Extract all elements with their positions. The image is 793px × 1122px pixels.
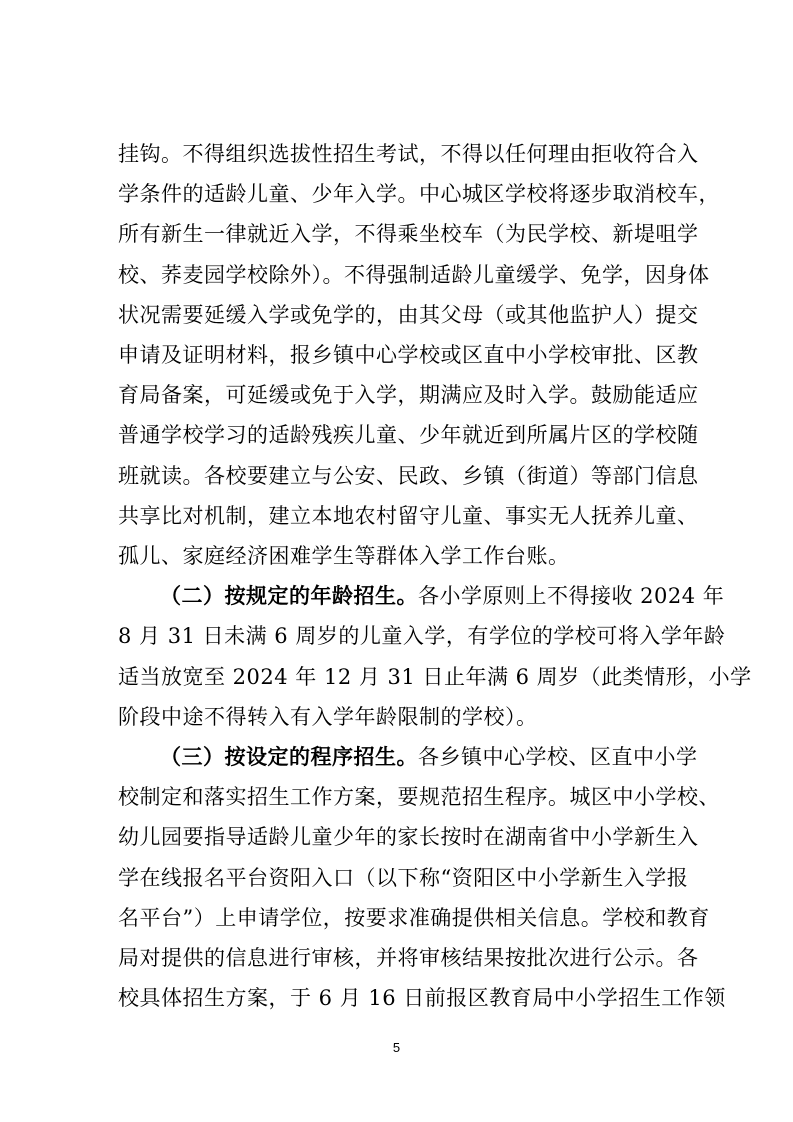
text-line: 局对提供的信息进行审核，并将审核结果按批次进行公示。各 (118, 946, 699, 970)
section-heading: （二）按规定的年龄招生。 (160, 583, 418, 609)
text-line: 状况需要延缓入学或免学的，由其父母（或其他监护人）提交 (118, 302, 699, 327)
text-line: 学在线报名平台资阳入口（以下称“资阳区中小学新生入学报 (118, 865, 689, 890)
text-line: 适当放宽至 2024 年 12 月 31 日止年满 6 周岁（此类情形，小学 (118, 664, 752, 689)
text-line: 育局备案，可延缓或免于入学，期满应及时入学。鼓励能适应 (118, 383, 699, 408)
text-line (160, 737, 698, 777)
text-span: 各小学原则上不得接收 2024 年 (418, 584, 725, 609)
text-line: 班就读。各校要建立与公安、民政、乡镇（街道）等部门信息 (118, 463, 699, 488)
text-line (160, 576, 725, 616)
text-line: 普通学校学习的适龄残疾儿童、少年就近到所属片区的学校随 (118, 423, 699, 448)
text-line: 校具体招生方案，于 6 月 16 日前报区教育局中小学招生工作领 (118, 986, 726, 1011)
text-line: 校、荞麦园学校除外）。不得强制适龄儿童缓学、免学，因身体 (118, 262, 710, 287)
text-span: 各乡镇中心学校、区直中小学 (418, 745, 698, 769)
text-line: 阶段中途不得转入有入学年龄限制的学校）。 (118, 704, 538, 729)
text-line: 学条件的适龄儿童、少年入学。中心城区学校将逐步取消校车， (118, 182, 720, 207)
text-line: 孤儿、家庭经济困难学生等群体入学工作台账。 (118, 544, 570, 568)
text-line: 所有新生一律就近入学，不得乘坐校车（为民学校、新堤咀学 (118, 222, 699, 247)
text-line: 校制定和落实招生工作方案，要规范招生程序。城区中小学校、 (118, 785, 720, 810)
text-line: 申请及证明材料，报乡镇中心学校或区直中小学校审批、区教 (118, 343, 699, 367)
text-line: 8 月 31 日未满 6 周岁的儿童入学，有学位的学校可将入学年龄 (118, 624, 726, 649)
page-number: 5 (392, 1040, 401, 1055)
text-line: 名平台”）上申请学位，按要求准确提供相关信息。学校和教育 (118, 905, 710, 930)
text-line: 挂钩。不得组织选拔性招生考试，不得以任何理由拒收符合入 (118, 142, 699, 166)
text-line: 幼儿园要指导适龄儿童少年的家长按时在湖南省中小学新生入 (118, 825, 699, 850)
text-line: 共享比对机制，建立本地农村留守儿童、事实无人抚养儿童、 (118, 503, 699, 528)
section-heading: （三）按设定的程序招生。 (160, 744, 418, 769)
